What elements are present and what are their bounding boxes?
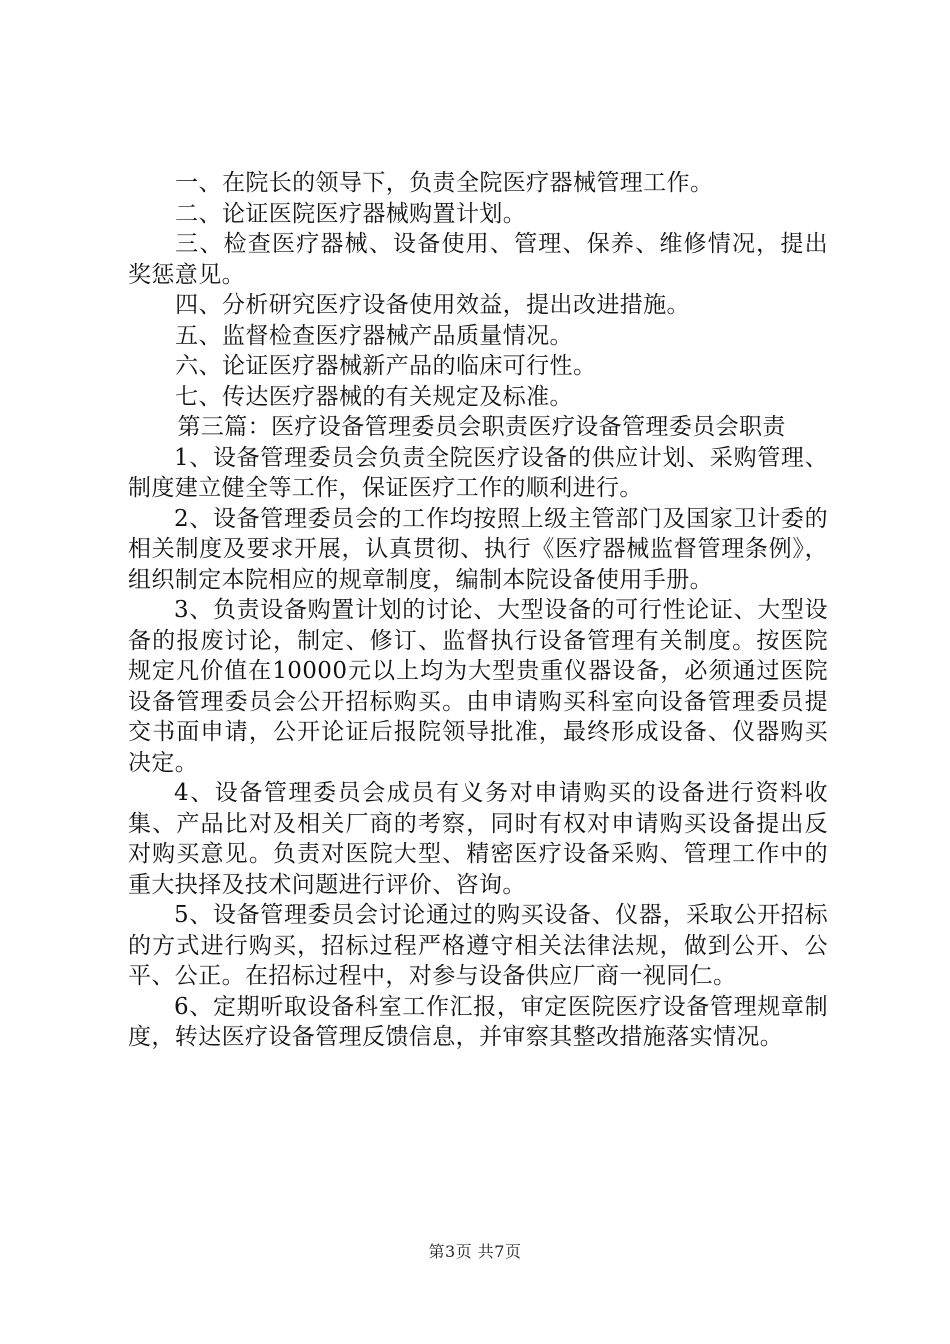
paragraph-duty-1: 1、设备管理委员会负责全院医疗设备的供应计划、采购管理、制度建立健全等工作，保证医疗工作的顺利进行。 [128, 444, 828, 501]
paragraph-duty-5: 5、设备管理委员会讨论通过的购买设备、仪器，采取公开招标的方式进行购买，招标过程严格遵守相关法律法规，做到公开、公平、公正。在招标过程中，对参与设备供应厂商一视同仁。 [128, 902, 828, 989]
section-heading: 第三篇：医疗设备管理委员会职责医疗设备管理委员会职责 [177, 414, 786, 440]
paragraph-duty-2: 2、设备管理委员会的工作均按照上级主管部门及国家卫计委的相关制度及要求开展，认真贯彻、执行《医疗器械监督管理条例》，组织制定本院相应的规章制度，编制本院设备使用手册。 [128, 505, 828, 593]
paragraph-item-7: 七、传达医疗器械的有关规定及标准。 [175, 383, 573, 410]
page-number-footer: 第3页 共7页 [428, 1242, 522, 1261]
paragraph-duty-6: 6、定期听取设备科室工作汇报，审定医院医疗设备管理规章制度，转达医疗设备管理反馈信息，并审察其整改措施落实情况。 [128, 993, 828, 1050]
paragraph-item-6: 六、论证医疗器械新产品的临床可行性。 [175, 353, 597, 379]
document-body [128, 168, 828, 1053]
paragraph-item-4: 四、分析研究医疗设备使用效益，提出改进措施。 [175, 292, 690, 318]
paragraph-item-2: 二、论证医院医疗器械购置计划。 [175, 200, 527, 227]
paragraph-duty-4: 4、设备管理委员会成员有义务对申请购买的设备进行资料收集、产品比对及相关厂商的考察，同时有权对申请购买设备提出反对购买意见。负责对医院大型、精密医疗设备采购、管理工作中的重大抉择及技术问题进行评价、咨询。 [128, 780, 828, 898]
paragraph-item-5: 五、监督检查医疗器械产品质量情况。 [175, 322, 573, 349]
paragraph-duty-3: 3、负责设备购置计划的讨论、大型设备的可行性论证、大型设备的报废讨论，制定、修订、监督执行设备管理有关制度。按医院规定凡价值在10000元以上均为大型贵重仪器设备，必须通过医院设备管理委员会公开招标购买。由申请购买科室向设备管理委员提交书面申请，公开论证后报院领导批准，最终形成设备、仪器购买决定。 [128, 597, 828, 776]
paragraph-item-3: 三、检查医疗器械、设备使用、管理、保养、维修情况，提出奖惩意见。 [128, 231, 828, 288]
paragraph-item-1: 一、在院长的领导下，负责全院医疗器械管理工作。 [175, 170, 714, 196]
